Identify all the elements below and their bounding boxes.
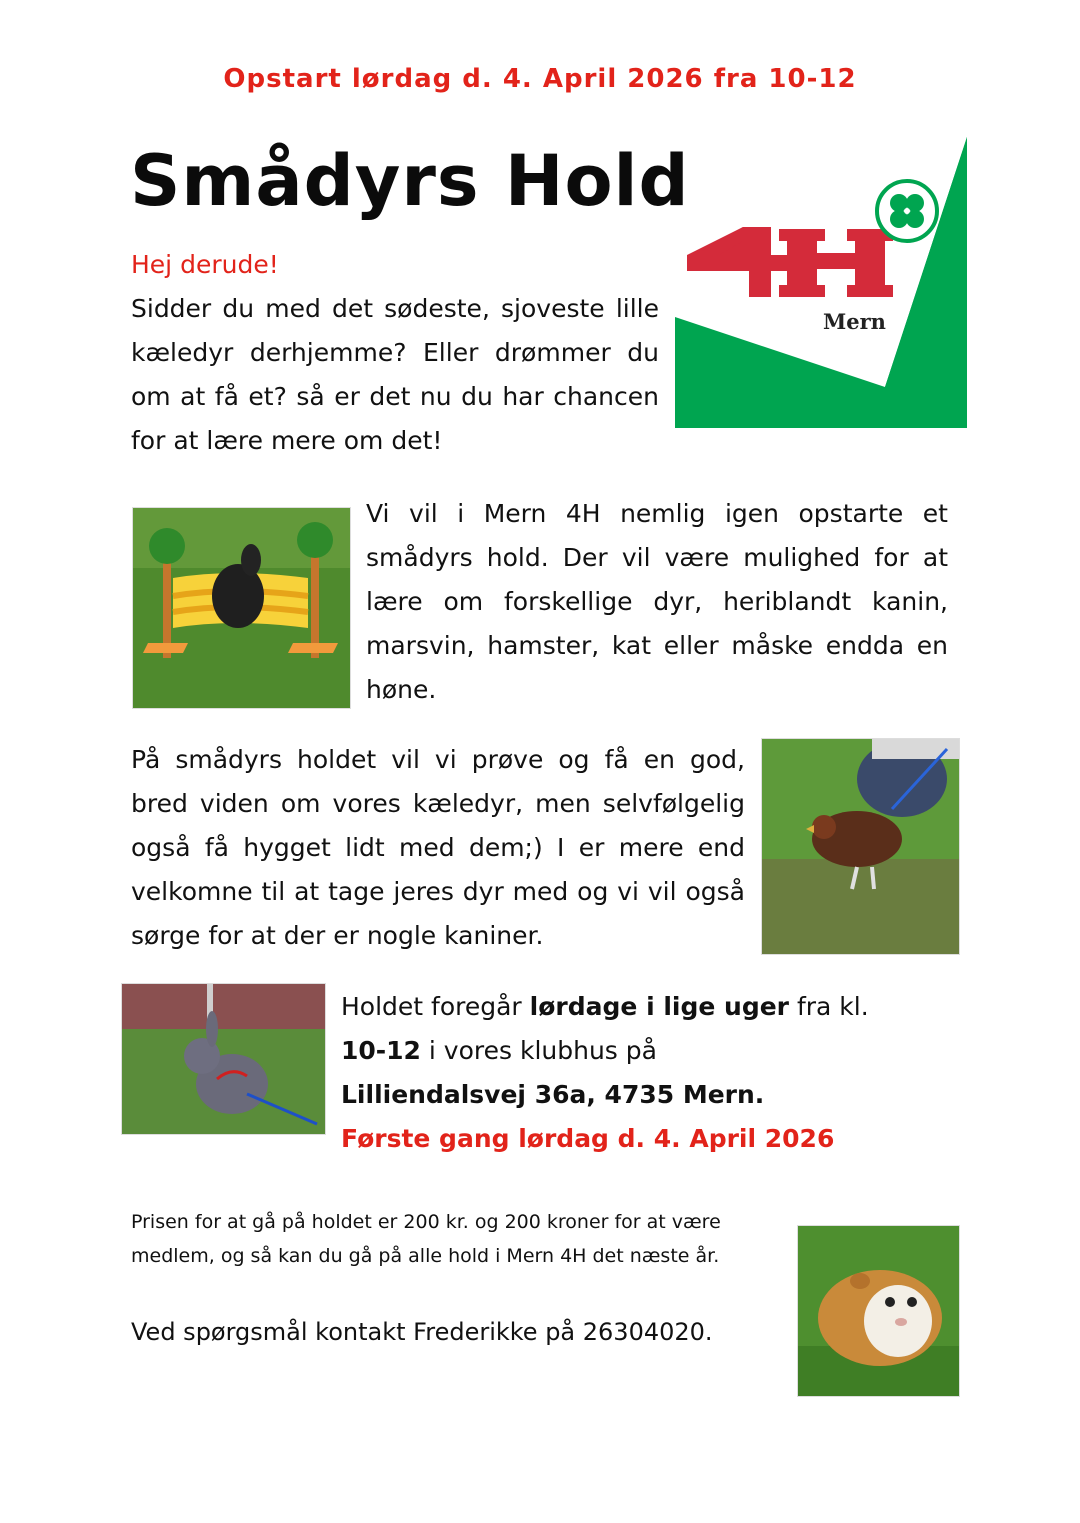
greeting: Hej derude! <box>131 250 279 279</box>
section4-text <box>341 985 961 1161</box>
contact-text: Ved spørgsmål kontakt Frederikke på 26304020. <box>131 1318 713 1346</box>
photo-guinea-pig <box>797 1225 960 1397</box>
section3-text: På smådyrs holdet vil vi prøve og få en god, bred viden om vores kæledyr, men selvfølgelig også få hygget lidt med dem;) I er mere end velkomne til at tage jeres dyr med og vi vil også sørge for at der er nogle kaniner. <box>131 745 745 950</box>
s4-first-date: Første gang lørdag d. 4. April 2026 <box>341 1124 835 1153</box>
photo-grey-bunny <box>121 983 326 1135</box>
s4-pre1: Holdet foregår <box>341 992 530 1021</box>
kicker-line: Opstart lørdag d. 4. April 2026 fra 10-12 <box>223 64 857 94</box>
page-title: Smådyrs Hold <box>130 140 690 222</box>
photo-chicken <box>761 738 960 955</box>
s4-post1: fra kl. <box>789 992 869 1021</box>
s4-post2: i vores klubhus på <box>420 1036 657 1065</box>
price-text: Prisen for at gå på holdet er 200 kr. og 200 kroner for at være medlem, og så kan du gå på alle hold i Mern 4H det næste år. <box>131 1211 721 1267</box>
section2-text: Vi vil i Mern 4H nemlig igen opstarte et smådyrs hold. Der vil være mulighed for at lære om forskellige dyr, heriblandt kanin, marsvin, hamster, kat eller måske endda en høne. <box>366 499 948 704</box>
photo-bunny-jump <box>132 507 351 709</box>
s4-bold1: lørdage i lige uger <box>529 992 790 1021</box>
logo-sub: Mern <box>823 309 886 334</box>
4h-mern-logo <box>675 137 967 428</box>
intro-text: Sidder du med det sødeste, sjoveste lille kæledyr derhjemme? Eller drømmer du om at få et? så er det nu du har chancen for at lære mere om det! <box>131 294 659 455</box>
s4-address: Lilliendalsvej 36a, 4735 Mern. <box>341 1080 765 1109</box>
s4-bold2: 10-12 <box>341 1036 421 1065</box>
